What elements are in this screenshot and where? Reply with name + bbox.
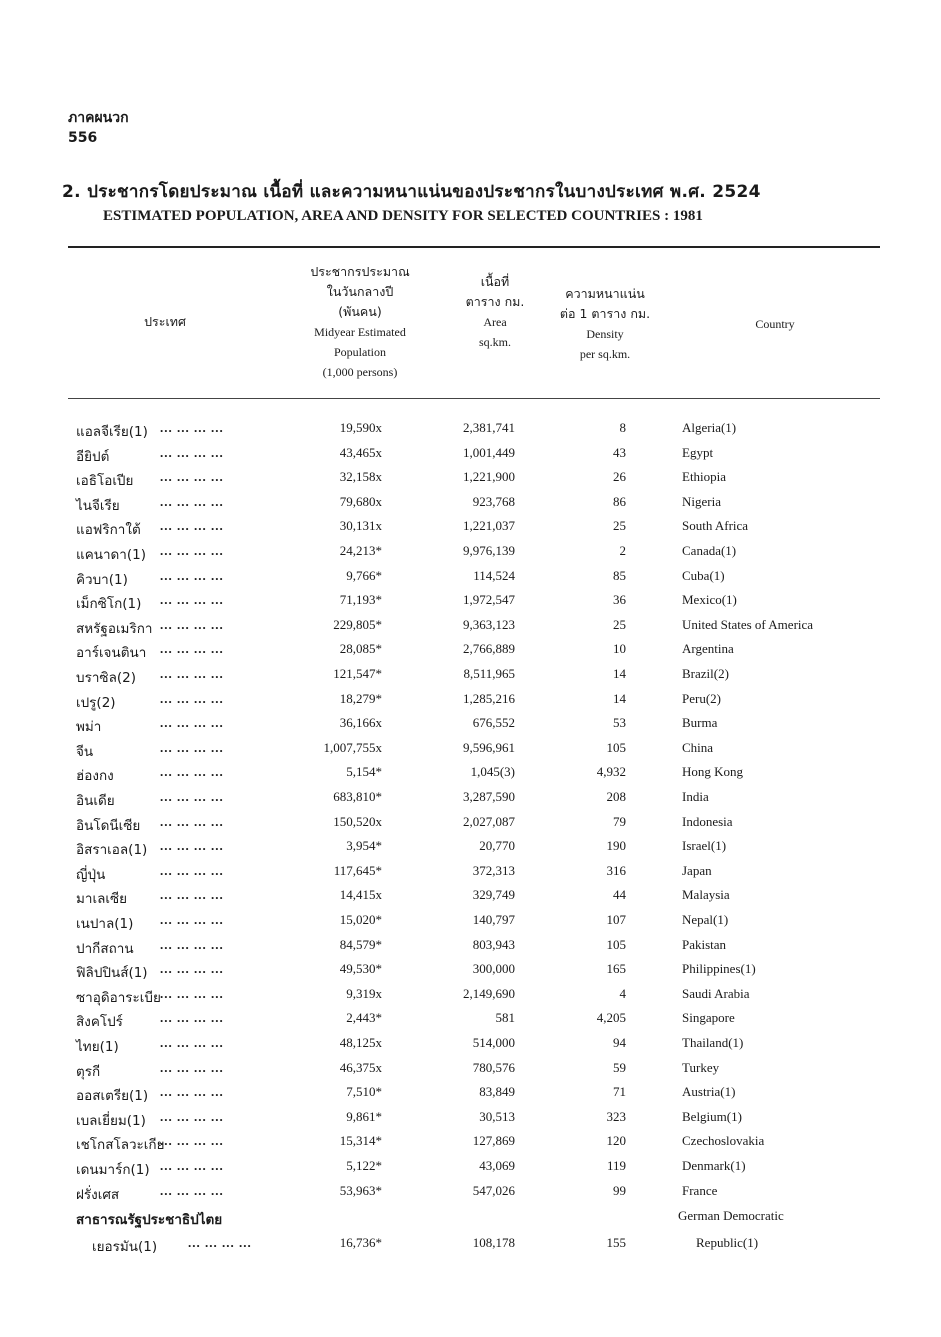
row-density: 4 bbox=[619, 985, 626, 1001]
row-density: 44 bbox=[613, 887, 626, 903]
row-leader-dots: ... ... ... ... bbox=[188, 1235, 252, 1250]
row-area: 1,221,900 bbox=[463, 469, 515, 485]
row-area: 83,849 bbox=[479, 1084, 515, 1100]
row-area: 2,381,741 bbox=[463, 420, 515, 435]
table-row bbox=[0, 1035, 941, 1060]
row-area: 140,797 bbox=[472, 912, 515, 927]
row-density: 165 bbox=[606, 961, 626, 977]
row-country-thai: อินโดนีเซีย bbox=[76, 817, 141, 834]
row-density: 79 bbox=[613, 813, 626, 829]
table-row bbox=[0, 592, 941, 617]
table-row bbox=[0, 863, 941, 888]
row-area: 1,972,547 bbox=[463, 592, 515, 608]
row-country-thai: พม่า bbox=[76, 719, 102, 736]
table-row bbox=[0, 1060, 941, 1085]
row-density: 26 bbox=[613, 469, 626, 485]
row-population: 15,314* bbox=[339, 1133, 382, 1149]
table-row bbox=[0, 543, 941, 568]
row-country-thai: เปรู(2) bbox=[76, 694, 116, 711]
row-population: 43,465x bbox=[339, 444, 382, 460]
row-leader-dots: ... ... ... ... bbox=[160, 567, 224, 583]
row-country-english: Israel(1) bbox=[682, 838, 727, 854]
row-country-english: Nepal(1) bbox=[682, 912, 729, 927]
row-country-thai: แอฟริกาใต้ bbox=[76, 522, 141, 539]
row-country-thai: แคนาดา(1) bbox=[76, 547, 147, 563]
row-density: 43 bbox=[613, 444, 626, 460]
row-density: 208 bbox=[606, 789, 626, 804]
row-population: 117,645* bbox=[333, 862, 382, 878]
row-area: 676,552 bbox=[472, 715, 515, 731]
row-population: 24,213* bbox=[339, 543, 382, 558]
table-row bbox=[0, 1183, 941, 1208]
row-density: 94 bbox=[613, 1035, 626, 1050]
table-row bbox=[0, 666, 941, 691]
row-density: 120 bbox=[606, 1133, 626, 1149]
row-population: 683,810* bbox=[333, 789, 382, 804]
row-density: 323 bbox=[606, 1108, 626, 1124]
row-population: 1,007,755x bbox=[323, 739, 382, 755]
row-density: 85 bbox=[613, 567, 626, 583]
row-country-thai: สหรัฐอเมริกา bbox=[76, 620, 153, 637]
row-country-thai: อาร์เจนตินา bbox=[76, 645, 147, 662]
row-country-english: Argentina bbox=[682, 641, 734, 657]
row-density: 105 bbox=[606, 936, 626, 952]
table-row bbox=[0, 1010, 941, 1035]
row-country-english: Pakistan bbox=[682, 936, 727, 952]
table-title-thai: 2. ประชากรโดยประมาณ เนื้อที่ และความหนาแน่นของประชากรในบางประเทศ พ.ศ. 2524 bbox=[62, 182, 761, 202]
row-area: 9,976,139 bbox=[463, 543, 515, 558]
row-leader-dots: ... ... ... ... bbox=[160, 641, 224, 657]
row-area: 30,513 bbox=[479, 1108, 515, 1124]
row-country-english: Republic(1) bbox=[696, 1235, 759, 1250]
row-country-english: China bbox=[682, 739, 714, 755]
row-population: 84,579* bbox=[339, 936, 382, 952]
row-country-thai: เยอรมัน(1) bbox=[92, 1239, 158, 1255]
row-leader-dots: ... ... ... ... bbox=[160, 1182, 224, 1198]
row-density: 14 bbox=[613, 666, 626, 681]
row-country-english: Saudi Arabia bbox=[682, 985, 750, 1001]
header-rule bbox=[68, 398, 880, 399]
row-leader-dots: ... ... ... ... bbox=[160, 444, 224, 460]
row-population: 53,963* bbox=[339, 1182, 382, 1198]
row-country-english: India bbox=[682, 789, 709, 804]
row-density: 119 bbox=[606, 1158, 626, 1173]
row-leader-dots: ... ... ... ... bbox=[160, 1035, 224, 1050]
row-country-english: Malaysia bbox=[682, 887, 730, 903]
row-area: 372,313 bbox=[472, 862, 515, 878]
row-area: 300,000 bbox=[472, 961, 515, 977]
table-row bbox=[0, 740, 941, 765]
table-row bbox=[0, 838, 941, 863]
row-population: 150,520x bbox=[333, 813, 382, 829]
row-country-thai: ไนจีเรีย bbox=[76, 497, 120, 514]
table-row bbox=[0, 445, 941, 470]
row-population: 28,085* bbox=[339, 641, 382, 657]
row-country-english: Algeria(1) bbox=[682, 420, 737, 435]
table-row bbox=[0, 715, 941, 740]
table-row bbox=[0, 691, 941, 716]
row-area: 8,511,965 bbox=[463, 666, 515, 681]
row-population: 9,319x bbox=[346, 985, 382, 1001]
row-country-english: Mexico(1) bbox=[682, 592, 737, 608]
row-population: 46,375x bbox=[339, 1059, 382, 1075]
row-population: 229,805* bbox=[333, 616, 382, 632]
row-area: 514,000 bbox=[472, 1035, 515, 1050]
row-country-thai: บราซิล(2) bbox=[76, 670, 136, 686]
row-density: 25 bbox=[613, 518, 626, 534]
table-row bbox=[0, 420, 941, 445]
row-population: 5,154* bbox=[346, 764, 382, 780]
table-title-english: ESTIMATED POPULATION, AREA AND DENSITY FOR SELECTED COUNTRIES : 1981 bbox=[103, 208, 703, 224]
row-area: 581 bbox=[495, 1010, 515, 1026]
row-area: 127,869 bbox=[472, 1133, 515, 1149]
table-row bbox=[0, 1235, 941, 1260]
row-leader-dots: ... ... ... ... bbox=[160, 887, 224, 903]
row-area: 3,287,590 bbox=[463, 789, 515, 804]
row-country-english: Peru(2) bbox=[682, 690, 721, 706]
row-leader-dots: ... ... ... ... bbox=[160, 1133, 224, 1149]
row-leader-dots: ... ... ... ... bbox=[160, 789, 224, 804]
row-population: 121,547* bbox=[333, 666, 382, 681]
row-area: 114,524 bbox=[473, 567, 515, 583]
row-country-thai: มาเลเซีย bbox=[76, 891, 128, 908]
row-area: 1,045(3) bbox=[470, 764, 515, 780]
row-density: 71 bbox=[613, 1084, 626, 1100]
row-density: 59 bbox=[613, 1059, 626, 1075]
row-country-thai: ฮ่องกง bbox=[76, 768, 114, 785]
row-leader-dots: ... ... ... ... bbox=[160, 838, 224, 854]
row-leader-dots: ... ... ... ... bbox=[160, 469, 224, 485]
row-density: 8 bbox=[619, 420, 626, 435]
row-area: 923,768 bbox=[472, 493, 515, 509]
row-country-thai: ไทย(1) bbox=[76, 1039, 119, 1055]
section-label: ภาคผนวก bbox=[68, 110, 129, 126]
row-country-english: Thailand(1) bbox=[682, 1035, 744, 1050]
row-country-english: France bbox=[682, 1182, 718, 1198]
row-area: 1,221,037 bbox=[463, 518, 515, 534]
row-density: 86 bbox=[613, 493, 626, 509]
page-header bbox=[68, 108, 129, 148]
row-area: 108,178 bbox=[472, 1235, 515, 1250]
row-country-english: Cuba(1) bbox=[682, 567, 725, 583]
row-country-english: Austria(1) bbox=[682, 1084, 736, 1100]
row-country-english: Burma bbox=[682, 715, 718, 731]
row-country-thai: ออสเตรีย(1) bbox=[76, 1088, 149, 1105]
row-density: 4,932 bbox=[596, 764, 626, 780]
row-density: 25 bbox=[613, 616, 626, 632]
row-country-english: Nigeria bbox=[682, 493, 721, 509]
row-density: 4,205 bbox=[596, 1010, 626, 1026]
row-country-thai: ตุรกี bbox=[76, 1063, 101, 1080]
row-population: 36,166x bbox=[339, 715, 382, 731]
row-area: 547,026 bbox=[472, 1182, 515, 1198]
row-population: 49,530* bbox=[339, 961, 382, 977]
row-density: 99 bbox=[613, 1182, 626, 1198]
row-area: 43,069 bbox=[479, 1158, 515, 1173]
row-leader-dots: ... ... ... ... bbox=[160, 1010, 224, 1026]
row-leader-dots: ... ... ... ... bbox=[160, 813, 224, 829]
row-leader-dots: ... ... ... ... bbox=[160, 715, 224, 731]
row-country-thai: อียิปต์ bbox=[76, 448, 110, 465]
row-country-english: German Democratic bbox=[678, 1208, 784, 1223]
row-leader-dots: ... ... ... ... bbox=[160, 862, 224, 878]
row-leader-dots: ... ... ... ... bbox=[160, 493, 224, 509]
table-row bbox=[0, 1133, 941, 1158]
table-row bbox=[0, 518, 941, 543]
row-country-thai: จีน bbox=[76, 743, 94, 760]
row-country-thai: สิงคโปร์ bbox=[76, 1014, 123, 1031]
row-leader-dots: ... ... ... ... bbox=[160, 764, 224, 780]
row-population: 7,510* bbox=[346, 1084, 382, 1100]
row-leader-dots: ... ... ... ... bbox=[160, 985, 224, 1001]
row-country-thai: เม็กซิโก(1) bbox=[76, 596, 142, 613]
table-row bbox=[0, 887, 941, 912]
row-country-english: Philippines(1) bbox=[682, 961, 756, 977]
row-population: 18,279* bbox=[339, 690, 382, 706]
row-country-thai: แอลจีเรีย(1) bbox=[76, 424, 148, 440]
row-leader-dots: ... ... ... ... bbox=[160, 961, 224, 977]
row-country-thai: ฝรั่งเศส bbox=[76, 1186, 120, 1203]
row-leader-dots: ... ... ... ... bbox=[160, 912, 224, 927]
row-leader-dots: ... ... ... ... bbox=[160, 739, 224, 755]
table-row bbox=[0, 814, 941, 839]
row-country-english: Brazil(2) bbox=[682, 666, 729, 681]
row-country-thai: เดนมาร์ก(1) bbox=[76, 1162, 150, 1178]
row-leader-dots: ... ... ... ... bbox=[160, 690, 224, 706]
row-area: 20,770 bbox=[479, 838, 515, 854]
row-population: 9,861* bbox=[346, 1108, 382, 1124]
row-area: 2,149,690 bbox=[463, 985, 515, 1001]
row-country-english: Denmark(1) bbox=[682, 1158, 746, 1173]
row-country-thai: อินเดีย bbox=[76, 793, 115, 809]
row-country-thai: ญี่ปุ่น bbox=[76, 866, 106, 883]
table-row bbox=[0, 1084, 941, 1109]
row-leader-dots: ... ... ... ... bbox=[160, 666, 224, 681]
row-area: 329,749 bbox=[472, 887, 515, 903]
row-density: 107 bbox=[606, 912, 626, 927]
row-population: 32,158x bbox=[339, 469, 382, 485]
row-leader-dots: ... ... ... ... bbox=[160, 420, 224, 435]
row-density: 316 bbox=[606, 862, 626, 878]
table-row bbox=[0, 641, 941, 666]
row-area: 2,766,889 bbox=[463, 641, 515, 657]
row-density: 155 bbox=[606, 1235, 626, 1250]
row-population: 3,954* bbox=[346, 838, 382, 854]
row-area: 780,576 bbox=[472, 1059, 515, 1075]
row-country-thai: เอธิโอเปีย bbox=[76, 473, 134, 490]
table-row bbox=[0, 1208, 941, 1233]
row-country-thai: อิสราเอล(1) bbox=[76, 842, 148, 859]
header-density: ความหนาแน่น ต่อ 1 ตาราง กม. Density per sq.km. bbox=[559, 286, 651, 361]
row-country-thai: ฟิลิปปินส์(1) bbox=[76, 965, 148, 982]
row-population: 79,680x bbox=[339, 493, 382, 509]
row-leader-dots: ... ... ... ... bbox=[160, 1059, 224, 1075]
row-country-english: Indonesia bbox=[682, 813, 733, 829]
table-row bbox=[0, 568, 941, 593]
row-country-english: Singapore bbox=[682, 1010, 735, 1026]
row-country-english: Czechoslovakia bbox=[682, 1133, 765, 1149]
row-country-english: Canada(1) bbox=[682, 543, 737, 558]
row-area: 1,285,216 bbox=[463, 690, 515, 706]
row-area: 1,001,449 bbox=[463, 444, 515, 460]
header-area: เนื้อที่ ตาราง กม. Area sq.km. bbox=[465, 274, 525, 349]
row-density: 53 bbox=[613, 715, 626, 731]
row-country-thai: ปากีสถาน bbox=[76, 940, 134, 957]
page-number: 556 bbox=[68, 130, 98, 146]
row-population: 71,193* bbox=[339, 592, 382, 608]
table-row bbox=[0, 912, 941, 937]
row-density: 190 bbox=[606, 838, 626, 854]
row-density: 2 bbox=[619, 543, 626, 558]
row-leader-dots: ... ... ... ... bbox=[160, 1084, 224, 1100]
row-leader-dots: ... ... ... ... bbox=[160, 616, 224, 632]
header-country-english: Country bbox=[755, 317, 795, 331]
row-population: 2,443* bbox=[346, 1010, 382, 1026]
row-country-english: United States of America bbox=[682, 616, 814, 632]
row-population: 14,415x bbox=[339, 887, 382, 903]
table-row bbox=[0, 764, 941, 789]
row-country-english: Egypt bbox=[682, 444, 714, 460]
row-country-thai: ซาอุดิอาระเบีย bbox=[76, 989, 161, 1006]
row-density: 36 bbox=[613, 592, 626, 608]
row-density: 10 bbox=[613, 641, 626, 657]
row-country-english: Hong Kong bbox=[682, 764, 744, 780]
row-population: 16,736* bbox=[339, 1235, 382, 1250]
row-population: 48,125x bbox=[339, 1035, 382, 1050]
table-row bbox=[0, 789, 941, 814]
table-row bbox=[0, 961, 941, 986]
row-country-thai: เนปาล(1) bbox=[76, 916, 134, 932]
row-density: 105 bbox=[606, 739, 626, 755]
row-country-english: Japan bbox=[682, 862, 712, 878]
row-area: 803,943 bbox=[472, 936, 515, 952]
row-population: 9,766* bbox=[346, 567, 382, 583]
header-country-thai: ประเทศ bbox=[144, 314, 186, 329]
row-area: 9,363,123 bbox=[463, 616, 515, 632]
row-leader-dots: ... ... ... ... bbox=[160, 1108, 224, 1124]
row-population: 5,122* bbox=[346, 1158, 382, 1173]
row-country-thai: สาธารณรัฐประชาธิปไตย bbox=[76, 1212, 223, 1228]
table-row bbox=[0, 937, 941, 962]
top-rule bbox=[68, 246, 880, 248]
row-population: 15,020* bbox=[339, 912, 382, 927]
table-row bbox=[0, 469, 941, 494]
row-country-thai: เบลเยี่ยม(1) bbox=[76, 1112, 146, 1129]
table-row bbox=[0, 986, 941, 1011]
table-row bbox=[0, 617, 941, 642]
table-row bbox=[0, 1109, 941, 1134]
row-leader-dots: ... ... ... ... bbox=[160, 1158, 224, 1173]
table-row bbox=[0, 494, 941, 519]
row-country-english: Ethiopia bbox=[682, 469, 727, 485]
table-row bbox=[0, 1158, 941, 1183]
row-country-english: Turkey bbox=[682, 1059, 720, 1075]
row-population: 30,131x bbox=[339, 518, 382, 534]
row-leader-dots: ... ... ... ... bbox=[160, 518, 224, 534]
header-population: ประชากรประมาณ ในวันกลางปี (พันคน) Midyear Estimated Population (1,000 persons) bbox=[310, 264, 410, 379]
row-area: 9,596,961 bbox=[463, 739, 515, 755]
row-leader-dots: ... ... ... ... bbox=[160, 543, 224, 558]
row-country-thai: คิวบา(1) bbox=[76, 571, 128, 588]
row-area: 2,027,087 bbox=[463, 813, 515, 829]
row-density: 14 bbox=[613, 690, 626, 706]
row-country-english: South Africa bbox=[682, 518, 749, 534]
row-country-english: Belgium(1) bbox=[682, 1108, 742, 1124]
row-leader-dots: ... ... ... ... bbox=[160, 936, 224, 952]
row-population: 19,590x bbox=[339, 420, 382, 435]
row-leader-dots: ... ... ... ... bbox=[160, 592, 224, 608]
row-country-thai: เชโกสโลวะเกีย bbox=[76, 1137, 165, 1154]
